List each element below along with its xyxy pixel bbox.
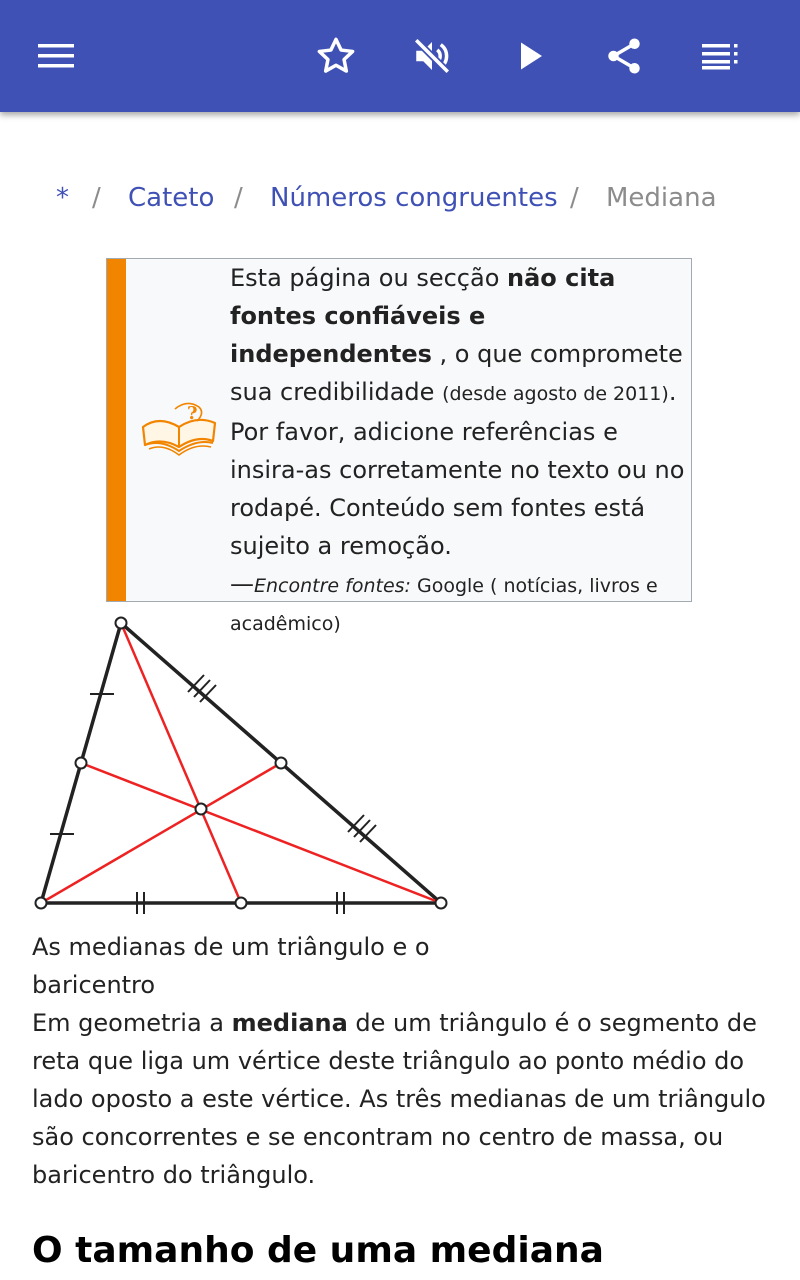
svg-text:?: ? [187, 403, 198, 424]
toc-list-icon[interactable] [688, 24, 752, 88]
intro-term: mediana [231, 1009, 348, 1037]
notice-dash: — [230, 570, 254, 598]
notice-date: (desde agosto de 2011) [442, 383, 669, 405]
notice-accent-bar [107, 259, 126, 601]
notice-text-part: Esta página ou secção [230, 264, 508, 292]
star-outline-icon[interactable] [304, 24, 368, 88]
breadcrumb-home[interactable]: * [56, 183, 69, 213]
find-sources-links[interactable]: Google ( notícias, livros e acadêmico) [230, 575, 658, 635]
figure-caption: As medianas de um triângulo e o baricentro [32, 933, 430, 999]
median-lines [41, 623, 441, 903]
breadcrumb-separator: / [92, 183, 101, 213]
breadcrumb-separator: / [570, 183, 579, 213]
intro-paragraph [32, 1004, 772, 1194]
unsourced-notice-box [106, 258, 692, 635]
triangle-medians-figure [30, 612, 460, 921]
breadcrumb-current: Mediana [606, 183, 717, 213]
book-question-icon [139, 397, 219, 463]
tick-marks [50, 675, 376, 914]
find-sources-label: Encontre fontes: [254, 575, 411, 597]
notice-bold-text: não cita fontes confiáveis e independentes [230, 264, 616, 368]
intro-text: Em geometria a [32, 1009, 232, 1037]
section-heading: O tamanho de uma mediana [32, 1230, 604, 1271]
breadcrumb-separator: / [234, 183, 243, 213]
menu-icon[interactable] [24, 24, 88, 88]
app-bar [0, 0, 800, 112]
notice-text-part: , o que compromete sua credibilidade [230, 340, 683, 406]
notice-text-part: . Por favor, adicione referências e insira-as corretamente no texto ou no rodapé. Conteúdo sem fontes está sujeito a remoção. [230, 378, 685, 560]
play-icon[interactable] [498, 24, 562, 88]
breadcrumb-item-cateto[interactable]: Cateto [128, 183, 215, 213]
triangle-sides [41, 623, 441, 903]
notice-text [230, 259, 692, 643]
breadcrumb-item-numeros-congruentes[interactable]: Números congruentes [270, 183, 558, 213]
volume-mute-icon[interactable] [400, 24, 464, 88]
intro-text: de um triângulo é o segmento de reta que liga um vértice deste triângulo ao ponto médio do lado oposto a este vértice. As três medianas de um triângulo são concorrentes e se encontram no centro de massa, ou baricentro do triângulo. [32, 1009, 766, 1189]
vertex-points [36, 618, 447, 909]
share-icon[interactable] [592, 24, 656, 88]
